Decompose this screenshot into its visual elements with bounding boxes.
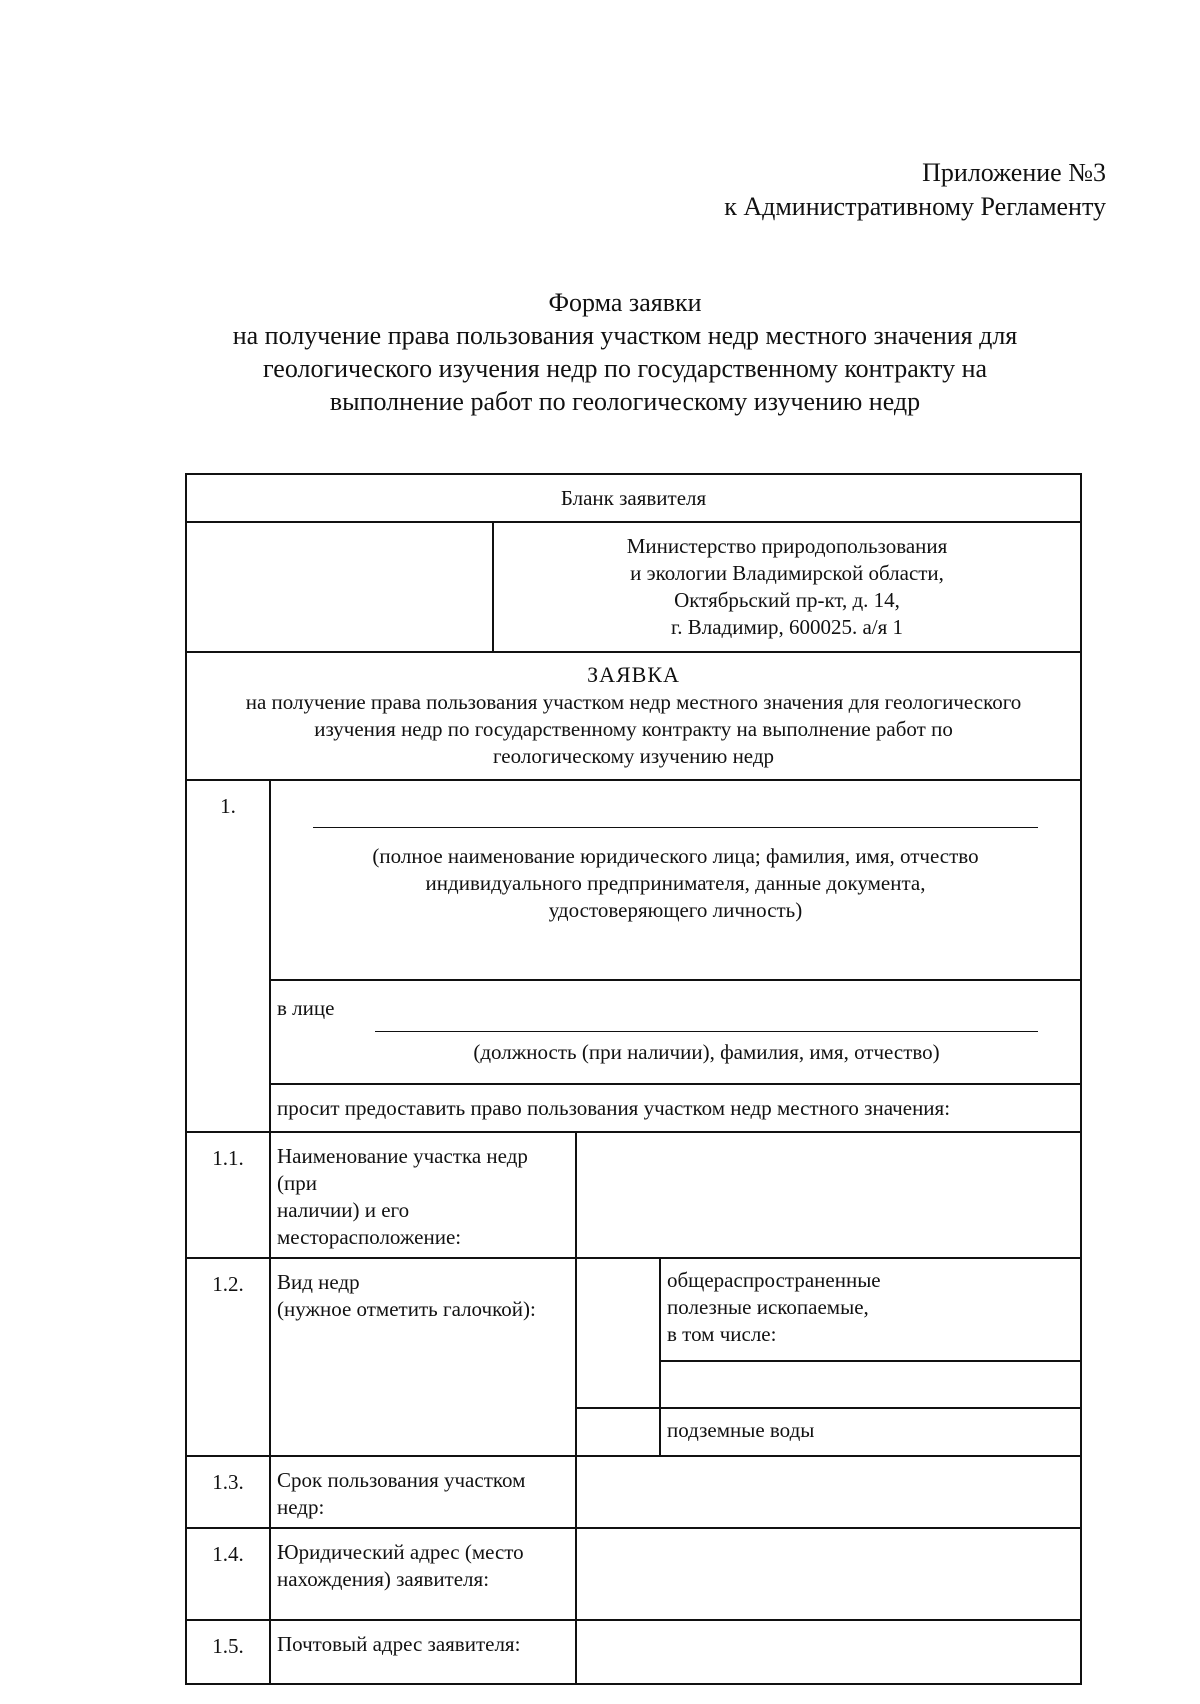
form-row-item-1-5 — [186, 1620, 1081, 1684]
form-row-zayavka — [186, 652, 1081, 780]
item-number: 1.1. — [186, 1132, 270, 1258]
legal-address-label-line-2: нахождения) заявителя: — [277, 1567, 490, 1591]
subsoil-type-label-line-1: Вид недр — [277, 1270, 360, 1294]
application-form-table — [185, 473, 1082, 1685]
postal-address-value-field[interactable] — [576, 1620, 1081, 1684]
option-row-groundwater — [577, 1408, 1080, 1455]
zayavka-block — [186, 652, 1081, 780]
usage-term-value-field[interactable] — [576, 1456, 1081, 1528]
minerals-checkbox[interactable] — [577, 1259, 660, 1408]
applicant-letterhead-label: Бланк заявителя — [186, 474, 1081, 522]
appendix-line-2: к Административному Регламенту — [724, 192, 1106, 221]
site-name-label-line-1: Наименование участка недр (при — [277, 1144, 528, 1195]
legal-address-value-field[interactable] — [576, 1528, 1081, 1620]
legal-address-label-line-1: Юридический адрес (место — [277, 1540, 524, 1564]
option-minerals-line-3: в том числе: — [667, 1322, 777, 1346]
representative-hint: (должность (при наличии), фамилия, имя, отчество) — [473, 1040, 940, 1064]
option-minerals-line-2: полезные ископаемые, — [667, 1295, 869, 1319]
form-row-item-1-2 — [186, 1258, 1081, 1456]
subsoil-type-options — [576, 1258, 1081, 1456]
groundwater-checkbox[interactable] — [577, 1408, 660, 1455]
zayavka-line-1: на получение права пользования участком недр местного значения для геологического — [245, 690, 1022, 714]
heading-line-1: Форма заявки — [548, 288, 702, 317]
applicant-hint-line-2: индивидуального предпринимателя, данные документа, — [425, 871, 926, 895]
item-number: 1.2. — [186, 1258, 270, 1456]
representative-field[interactable] — [270, 980, 1081, 1084]
usage-term-label: Срок пользования участком недр: — [270, 1456, 576, 1528]
request-text: просит предоставить право пользования участком недр местного значения: — [270, 1084, 1081, 1132]
appendix-reference — [724, 156, 1106, 224]
appendix-line-1: Приложение №3 — [922, 158, 1106, 187]
representative-fill-line — [375, 1031, 1038, 1032]
recipient-address — [493, 522, 1081, 652]
recipient-line-1: Министерство природопользования — [626, 534, 948, 558]
form-row-request — [186, 1084, 1081, 1132]
option-minerals-label — [660, 1259, 1080, 1361]
form-row-item-1-4 — [186, 1528, 1081, 1620]
representative-label: в лице — [277, 996, 335, 1020]
item-number: 1. — [186, 780, 270, 1132]
option-row-minerals — [577, 1259, 1080, 1361]
subsoil-type-label — [270, 1258, 576, 1456]
form-row-blank — [186, 474, 1081, 522]
item-number: 1.3. — [186, 1456, 270, 1528]
applicant-hint-line-3: удостоверяющего личность) — [548, 898, 803, 922]
zayavka-line-2: изучения недр по государственному контракту на выполнение работ по — [314, 717, 953, 741]
applicant-hint — [291, 843, 1060, 924]
postal-address-label: Почтовый адрес заявителя: — [270, 1620, 576, 1684]
legal-address-label — [270, 1528, 576, 1620]
applicant-name-field[interactable] — [270, 780, 1081, 980]
recipient-line-2: и экологии Владимирской области, — [630, 561, 944, 585]
minerals-detail-field[interactable] — [660, 1361, 1080, 1408]
zayavka-title: ЗАЯВКА — [587, 662, 680, 687]
heading-line-4: выполнение работ по геологическому изучению недр — [329, 387, 921, 416]
option-groundwater-label: подземные воды — [660, 1408, 1080, 1455]
site-name-label-line-2: наличии) и его месторасположение: — [277, 1198, 462, 1249]
recipient-line-4: г. Владимир, 600025. а/я 1 — [670, 615, 904, 639]
form-heading — [150, 286, 1100, 418]
site-name-label — [270, 1132, 576, 1258]
letterhead-blank-cell[interactable] — [186, 522, 493, 652]
item-number: 1.5. — [186, 1620, 270, 1684]
subsoil-type-label-line-2: (нужное отметить галочкой): — [277, 1297, 536, 1321]
heading-line-2: на получение права пользования участком недр местного значения для — [232, 321, 1018, 350]
form-row-recipient — [186, 522, 1081, 652]
site-name-value-field[interactable] — [576, 1132, 1081, 1258]
form-row-item-1 — [186, 780, 1081, 980]
form-row-item-1-3 — [186, 1456, 1081, 1528]
heading-line-3: геологического изучения недр по государственному контракту на — [262, 354, 988, 383]
subsoil-options-table — [577, 1259, 1080, 1455]
applicant-hint-line-1: (полное наименование юридического лица; фамилия, имя, отчество — [372, 844, 979, 868]
item-number: 1.4. — [186, 1528, 270, 1620]
option-minerals-line-1: общераспространенные — [667, 1268, 881, 1292]
recipient-line-3: Октябрьский пр-кт, д. 14, — [674, 588, 900, 612]
form-row-representative — [186, 980, 1081, 1084]
zayavka-line-3: геологическому изучению недр — [492, 744, 775, 768]
form-row-item-1-1 — [186, 1132, 1081, 1258]
applicant-fill-line — [313, 827, 1038, 828]
